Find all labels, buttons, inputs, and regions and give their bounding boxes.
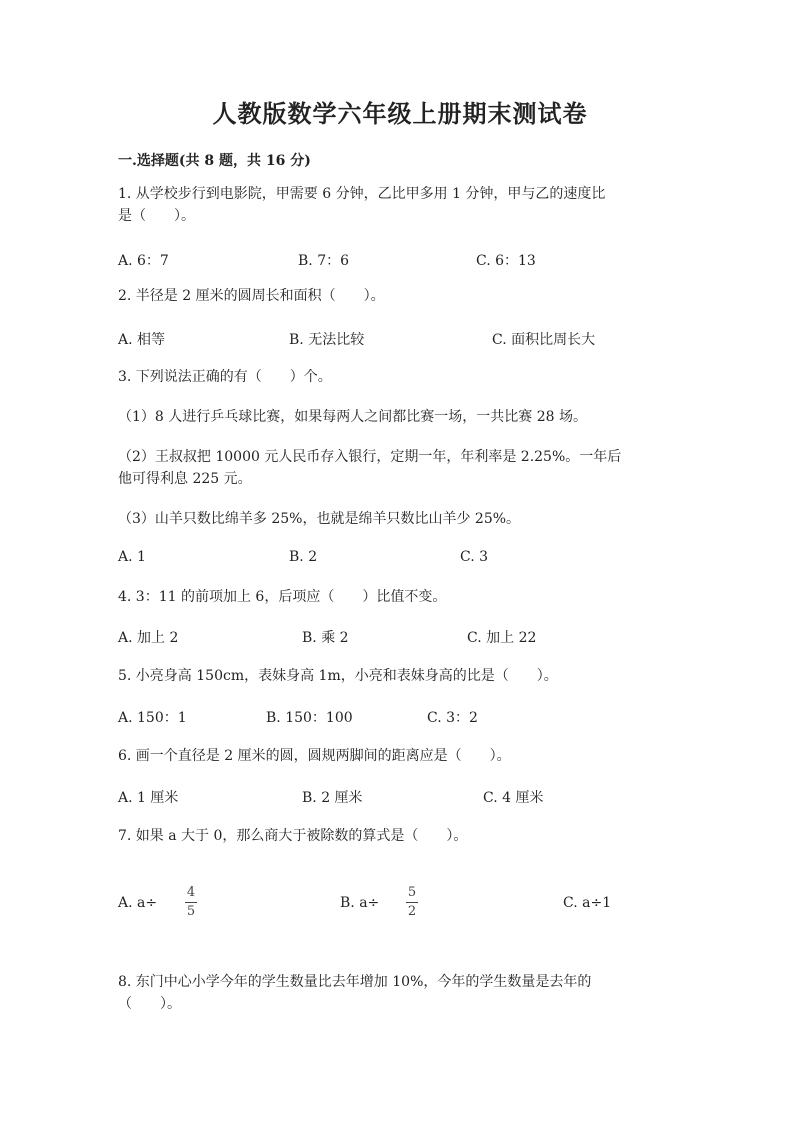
fraction-bar [406, 902, 418, 903]
option-c: C. 6：13 [476, 253, 536, 269]
option-b: B. 2 厘米 [302, 790, 363, 806]
question-5: 5. 小亮身高 150cm，表妹身高 1m，小亮和表妹身高的比是（ ）。 [118, 668, 558, 684]
question-1 [118, 183, 605, 227]
option-a: A. 1 [118, 549, 146, 565]
fraction-four-fifths [185, 886, 197, 919]
option-b: B. a÷ [340, 895, 380, 911]
option-c: C. 3：2 [427, 710, 478, 726]
question-2: 2. 半径是 2 厘米的圆周长和面积（ ）。 [118, 288, 385, 304]
page-title: 人教版数学六年级上册期末测试卷 [212, 99, 588, 128]
statement-1: （1）8 人进行乒乓球比赛，如果每两人之间都比赛一场，一共比赛 28 场。 [118, 409, 587, 425]
option-c: C. 3 [460, 549, 489, 565]
question-3: 3. 下列说法正确的有（ ）个。 [118, 369, 332, 385]
question-8 [118, 971, 591, 1015]
question-text-line: 是（ ）。 [118, 208, 195, 224]
option-b: B. 无法比较 [289, 332, 365, 348]
fraction-denominator: 5 [186, 904, 196, 919]
option-b: B. 2 [289, 549, 318, 565]
fraction-bar [185, 902, 197, 903]
option-a: A. 加上 2 [118, 630, 179, 646]
option-c: C. 4 厘米 [483, 790, 544, 806]
statement-2 [118, 446, 621, 490]
option-b: B. 7：6 [298, 253, 350, 269]
fraction-numerator: 5 [407, 885, 417, 900]
question-text-line: （ ）。 [118, 996, 181, 1012]
option-a: A. 相等 [118, 332, 166, 348]
option-c: C. 面积比周长大 [492, 332, 596, 348]
fraction-denominator: 2 [407, 904, 417, 919]
question-6: 6. 画一个直径是 2 厘米的圆，圆规两脚间的距离应是（ ）。 [118, 748, 511, 764]
option-b: B. 150：100 [266, 710, 353, 726]
option-a: A. 6：7 [118, 253, 169, 269]
question-text-line: 8. 东门中心小学今年的学生数量比去年增加 10%，今年的学生数量是去年的 [118, 974, 592, 990]
statement-line: 他可得利息 225 元。 [118, 471, 252, 487]
option-c: C. a÷1 [563, 895, 612, 911]
option-a: A. a÷ [118, 895, 158, 911]
question-4: 4. 3：11 的前项加上 6，后项应（ ）比值不变。 [118, 589, 447, 605]
option-c: C. 加上 22 [467, 630, 537, 646]
fraction-numerator: 4 [186, 885, 196, 900]
option-a: A. 150：1 [118, 710, 187, 726]
question-7: 7. 如果 a 大于 0，那么商大于被除数的算式是（ ）。 [118, 828, 468, 844]
option-b: B. 乘 2 [302, 630, 349, 646]
statement-line: （2）王叔叔把 10000 元人民币存入银行，定期一年，年利率是 2.25%。一年后 [118, 449, 622, 465]
section-heading: 一.选择题(共 8 题，共 16 分) [118, 153, 311, 169]
option-a: A. 1 厘米 [118, 790, 179, 806]
statement-3: （3）山羊只数比绵羊多 25%，也就是绵羊只数比山羊少 25%。 [118, 511, 521, 527]
question-text-line: 1. 从学校步行到电影院，甲需要 6 分钟，乙比甲多用 1 分钟，甲与乙的速度比 [118, 186, 606, 202]
fraction-five-halves [406, 886, 418, 919]
